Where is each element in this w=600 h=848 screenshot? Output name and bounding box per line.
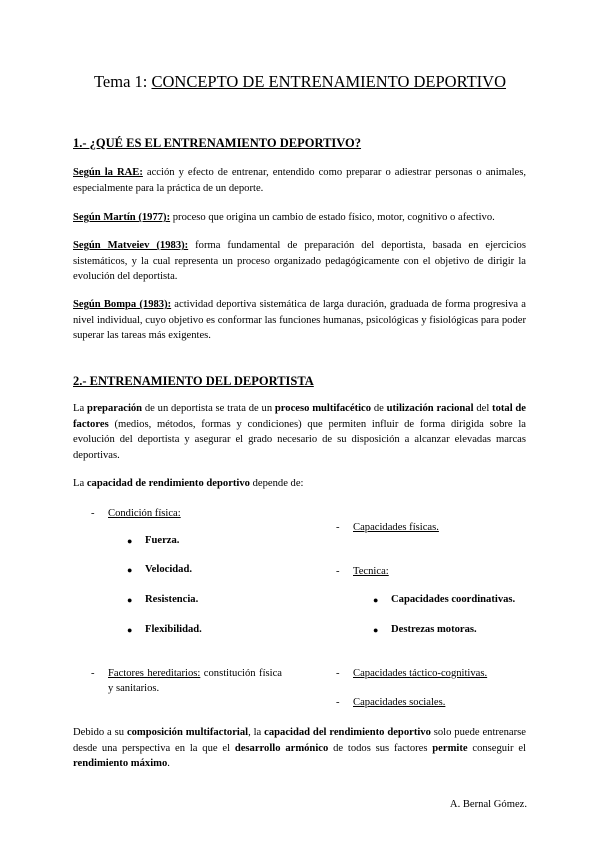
text: solo puede entrenarse desde una perspectiva en la que el bbox=[73, 727, 526, 754]
title-text: CONCEPTO DE ENTRENAMIENTO DEPORTIVO bbox=[151, 72, 507, 91]
definition-text: proceso que origina un cambio de estado físico, motor, cognitivo o afectivo. bbox=[170, 212, 495, 223]
dash-marker: - bbox=[91, 508, 95, 519]
bullet-item bbox=[127, 594, 199, 605]
text: de todos sus factores bbox=[328, 742, 433, 754]
list-item-fisicas bbox=[336, 520, 439, 535]
bullet-icon: ● bbox=[127, 595, 133, 605]
section2-heading: 2.- ENTRENAMIENTO DEL DEPORTISTA bbox=[73, 374, 314, 388]
text: de bbox=[371, 403, 387, 414]
list-item-tecnica bbox=[336, 564, 389, 579]
bullet-item bbox=[127, 624, 202, 635]
definition-text: forma fundamental de preparación del deportista, basada en ejercicios sistemáticos, y la cual representa un proceso organizado pedagógicamente con el objetivo de dirigir la evolución del deportista. bbox=[73, 240, 526, 282]
item-label: Condición física: bbox=[108, 508, 181, 519]
list-item-tactico bbox=[336, 666, 488, 681]
definition-label: Según Bompa (1983): bbox=[73, 299, 172, 310]
definition-text: actividad deportiva sistemática de larga duración, graduada de forma progresiva a nivel individual, cuyo objetivo es conformar las funciones humanas, psicológicas y fisiológicas para poder superar las tareas más exigentes. bbox=[73, 299, 526, 341]
definition-label: Según Martín (1977): bbox=[73, 212, 171, 223]
title-prefix: Tema 1: bbox=[93, 72, 148, 91]
list-item-sociales bbox=[336, 695, 446, 710]
bullet-icon: ● bbox=[127, 565, 133, 575]
text: (medios, métodos, formas y condiciones) que permiten influir de forma dirigida sobre la evolución del deportista y asegurar el grado necesario de su disposición a alcanzar elevadas marcas deportivas. bbox=[73, 418, 526, 461]
bullet-text: Destrezas motoras. bbox=[391, 624, 477, 635]
bullet-text: Resistencia. bbox=[145, 594, 199, 605]
bold-term: capacidad del rendimiento deportivo bbox=[264, 727, 431, 738]
item-text: constitución física y sanitarios. bbox=[108, 668, 282, 694]
text: La bbox=[73, 403, 87, 414]
item-label: Factores hereditarios: bbox=[108, 668, 201, 679]
bold-term: utilización racional bbox=[386, 403, 474, 414]
text: . bbox=[167, 758, 170, 769]
dash-marker: - bbox=[336, 668, 340, 679]
text: del bbox=[473, 403, 493, 414]
text: Debido a su bbox=[73, 727, 127, 738]
definition-bompa bbox=[73, 297, 526, 344]
text: , la bbox=[248, 727, 265, 738]
bullet-item bbox=[127, 535, 180, 546]
document-title bbox=[0, 72, 600, 92]
bullet-text: Flexibilidad. bbox=[145, 624, 202, 635]
author-signature: A. Bernal Gómez. bbox=[449, 799, 527, 810]
bullet-item bbox=[373, 594, 516, 605]
conclusion-paragraph bbox=[73, 725, 526, 772]
text: de un deportista se trata de un bbox=[142, 403, 275, 414]
text: conseguir el bbox=[467, 742, 526, 754]
item-label: Capacidades sociales. bbox=[353, 697, 446, 708]
dash-marker: - bbox=[336, 522, 340, 533]
section1-heading: 1.- ¿QUÉ ES EL ENTRENAMIENTO DEPORTIVO? bbox=[73, 136, 362, 150]
bold-term: rendimiento máximo bbox=[73, 758, 168, 769]
definition-label: Según Matveiev (1983): bbox=[73, 240, 189, 251]
bullet-icon: ● bbox=[127, 625, 133, 635]
bold-term: desarrollo armónico bbox=[234, 742, 329, 754]
bold-term: capacidad de rendimiento deportivo bbox=[86, 478, 250, 489]
bullet-text: Fuerza. bbox=[145, 535, 180, 546]
definition-martin bbox=[73, 210, 526, 226]
definition-text: acción y efecto de entrenar, entendido como preparar o adiestrar personas o animales, especialmente para la práctica de un deporte. bbox=[73, 167, 526, 194]
bold-term: composición multifactorial bbox=[126, 727, 249, 738]
bold-term: total de factores bbox=[73, 403, 527, 430]
text: La bbox=[73, 478, 87, 489]
preparation-paragraph bbox=[73, 401, 526, 463]
list-item-factores bbox=[91, 666, 282, 696]
bold-term: preparación bbox=[86, 403, 143, 414]
bullet-icon: ● bbox=[373, 595, 379, 605]
text: depende de: bbox=[249, 478, 304, 489]
bullet-text: Capacidades coordinativas. bbox=[391, 594, 516, 605]
bullet-icon: ● bbox=[373, 625, 379, 635]
list-item-condicion bbox=[91, 506, 181, 521]
definition-matveiev bbox=[73, 238, 526, 285]
bullet-text: Velocidad. bbox=[145, 564, 192, 575]
bullet-item bbox=[373, 624, 477, 635]
bullet-item bbox=[127, 564, 192, 575]
definition-rae bbox=[73, 165, 526, 196]
item-label: Capacidades físicas. bbox=[353, 522, 439, 533]
bullet-icon: ● bbox=[127, 536, 133, 546]
item-label: Tecnica: bbox=[353, 566, 389, 577]
dash-marker: - bbox=[336, 566, 340, 577]
dash-marker: - bbox=[336, 697, 340, 708]
bold-term: permite bbox=[432, 742, 468, 754]
dash-marker: - bbox=[91, 668, 95, 679]
definition-label: Según la RAE: bbox=[73, 167, 143, 178]
bold-term: proceso multifacético bbox=[274, 403, 372, 414]
capacity-intro bbox=[73, 476, 526, 492]
item-label: Capacidades táctico-cognitivas. bbox=[353, 668, 488, 679]
